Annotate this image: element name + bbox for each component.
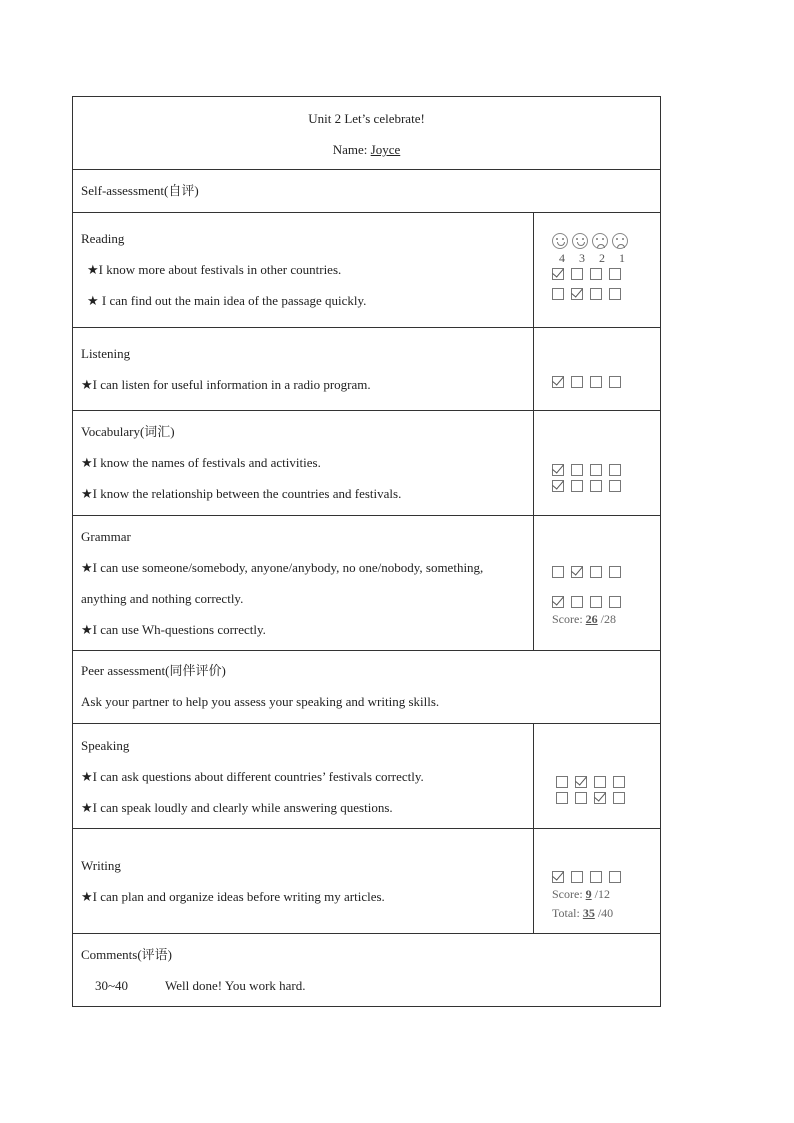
- checkbox-row: [552, 288, 632, 304]
- checkbox[interactable]: [571, 480, 583, 492]
- grammar-title: Grammar: [81, 529, 131, 544]
- grammar-rating: [552, 566, 621, 627]
- grammar-item-2: ★I can use Wh-questions correctly.: [81, 622, 266, 637]
- vocabulary-item-2: ★I know the relationship between the countries and festivals.: [81, 486, 402, 501]
- checkbox[interactable]: [594, 776, 606, 788]
- checkbox-row: [552, 596, 621, 612]
- checkbox[interactable]: [609, 596, 621, 608]
- total-score-value: 35: [582, 906, 595, 920]
- header-row: [73, 97, 660, 169]
- checkbox-row: [556, 792, 625, 808]
- checkbox[interactable]: [556, 776, 568, 788]
- comments-text: Well done! You work hard.: [165, 978, 306, 993]
- very-sad-face-icon: [612, 233, 628, 249]
- rating-4: 4: [559, 251, 565, 265]
- name-value: Joyce: [370, 142, 401, 157]
- checkbox[interactable]: [571, 268, 583, 280]
- writing-row: [73, 828, 660, 933]
- checkbox[interactable]: [571, 596, 583, 608]
- speaking-title: Speaking: [81, 738, 130, 753]
- checkbox[interactable]: [556, 792, 568, 804]
- listening-row: [73, 327, 660, 410]
- very-happy-face-icon: [552, 233, 568, 249]
- checkbox[interactable]: [590, 596, 602, 608]
- rating-2: 2: [599, 251, 605, 265]
- checkbox-row: [556, 776, 625, 792]
- grammar-score: [552, 612, 621, 627]
- checkbox-row: [552, 566, 621, 582]
- checkbox[interactable]: [552, 566, 564, 578]
- sad-face-icon: [592, 233, 608, 249]
- checked-checkbox[interactable]: [552, 480, 564, 492]
- checkbox-row: [552, 871, 621, 887]
- rating-numbers: [552, 251, 632, 266]
- comments-line: [81, 970, 306, 1001]
- listening-rating: [552, 376, 621, 396]
- writing-score-total: /12: [591, 887, 610, 901]
- grammar-item-1: ★I can use someone/somebody, anyone/anybody, no one/nobody, something,: [81, 560, 484, 575]
- checked-checkbox[interactable]: [552, 464, 564, 476]
- checkbox[interactable]: [590, 480, 602, 492]
- checked-checkbox[interactable]: [552, 268, 564, 280]
- checkbox-row: [552, 464, 621, 480]
- vocabulary-row: [73, 410, 660, 515]
- checkbox-row: [552, 268, 632, 284]
- checked-checkbox[interactable]: [594, 792, 606, 804]
- unit-title: Unit 2 Let’s celebrate!: [308, 111, 425, 126]
- reading-title: Reading: [81, 231, 125, 246]
- checkbox[interactable]: [571, 871, 583, 883]
- writing-item-1: ★I can plan and organize ideas before writing my articles.: [81, 889, 385, 904]
- checkbox[interactable]: [609, 480, 621, 492]
- vocabulary-item-1: ★I know the names of festivals and activities.: [81, 455, 321, 470]
- score-label: Score:: [552, 612, 586, 626]
- checkbox[interactable]: [609, 464, 621, 476]
- checkbox[interactable]: [609, 871, 621, 883]
- checkbox[interactable]: [552, 288, 564, 300]
- student-name: [81, 134, 652, 165]
- reading-row: [73, 212, 660, 327]
- checked-checkbox[interactable]: [552, 871, 564, 883]
- self-assessment-title: Self-assessment(自评): [81, 183, 199, 198]
- peer-assessment-title: Peer assessment(同伴评价): [81, 663, 226, 678]
- reading-item-1: ★I know more about festivals in other countries.: [87, 262, 342, 277]
- checkbox[interactable]: [590, 376, 602, 388]
- comments-row: [73, 933, 660, 1006]
- checked-checkbox[interactable]: [571, 288, 583, 300]
- checkbox[interactable]: [575, 792, 587, 804]
- happy-face-icon: [572, 233, 588, 249]
- grammar-item-1-cont: anything and nothing correctly.: [81, 591, 244, 606]
- peer-assessment-instruction: Ask your partner to help you assess your speaking and writing skills.: [81, 694, 440, 709]
- grammar-score-value: 26: [585, 612, 598, 626]
- comments-title: Comments(评语): [81, 947, 172, 962]
- checked-checkbox[interactable]: [552, 376, 564, 388]
- rating-1: 1: [619, 251, 625, 265]
- grammar-score-total: /28: [597, 612, 616, 626]
- listening-item-1: ★I can listen for useful information in a radio program.: [81, 377, 371, 392]
- checkbox[interactable]: [571, 464, 583, 476]
- self-assessment-row: [73, 169, 660, 212]
- writing-score-value: 9: [585, 887, 592, 901]
- reading-item-2: ★ I can find out the main idea of the passage quickly.: [87, 293, 367, 308]
- writing-score: [552, 887, 621, 902]
- checkbox[interactable]: [590, 871, 602, 883]
- checkbox[interactable]: [590, 566, 602, 578]
- rating-3: 3: [579, 251, 585, 265]
- checked-checkbox[interactable]: [552, 596, 564, 608]
- checkbox[interactable]: [590, 268, 602, 280]
- total-score-total: /40: [594, 906, 614, 920]
- vocabulary-rating: [552, 464, 621, 500]
- speaking-rating: [556, 776, 625, 812]
- checked-checkbox[interactable]: [575, 776, 587, 788]
- vocabulary-title: Vocabulary(词汇): [81, 424, 175, 439]
- reading-rating: [552, 233, 632, 308]
- checkbox[interactable]: [613, 792, 625, 804]
- checkbox[interactable]: [590, 464, 602, 476]
- checkbox[interactable]: [609, 288, 621, 300]
- writing-title: Writing: [81, 858, 121, 873]
- rating-faces: [552, 233, 632, 249]
- comments-range: 30~40: [95, 978, 129, 993]
- checkbox[interactable]: [613, 776, 625, 788]
- peer-assessment-row: [73, 650, 660, 723]
- speaking-item-2: ★I can speak loudly and clearly while answering questions.: [81, 800, 393, 815]
- checkbox[interactable]: [571, 376, 583, 388]
- name-label: Name:: [332, 142, 371, 157]
- checkbox-row: [552, 480, 621, 496]
- assessment-table: [72, 96, 661, 1007]
- checkbox-row: [552, 376, 621, 392]
- checked-checkbox[interactable]: [571, 566, 583, 578]
- checkbox[interactable]: [609, 566, 621, 578]
- total-label: Total:: [552, 906, 583, 920]
- speaking-row: [73, 723, 660, 828]
- grammar-row: [73, 515, 660, 650]
- checkbox[interactable]: [609, 268, 621, 280]
- speaking-item-1: ★I can ask questions about different countries’ festivals correctly.: [81, 769, 424, 784]
- listening-title: Listening: [81, 346, 131, 361]
- writing-rating: [552, 871, 621, 921]
- checkbox[interactable]: [590, 288, 602, 300]
- checkbox[interactable]: [609, 376, 621, 388]
- score-label: Score:: [552, 887, 586, 901]
- total-score: [552, 906, 621, 921]
